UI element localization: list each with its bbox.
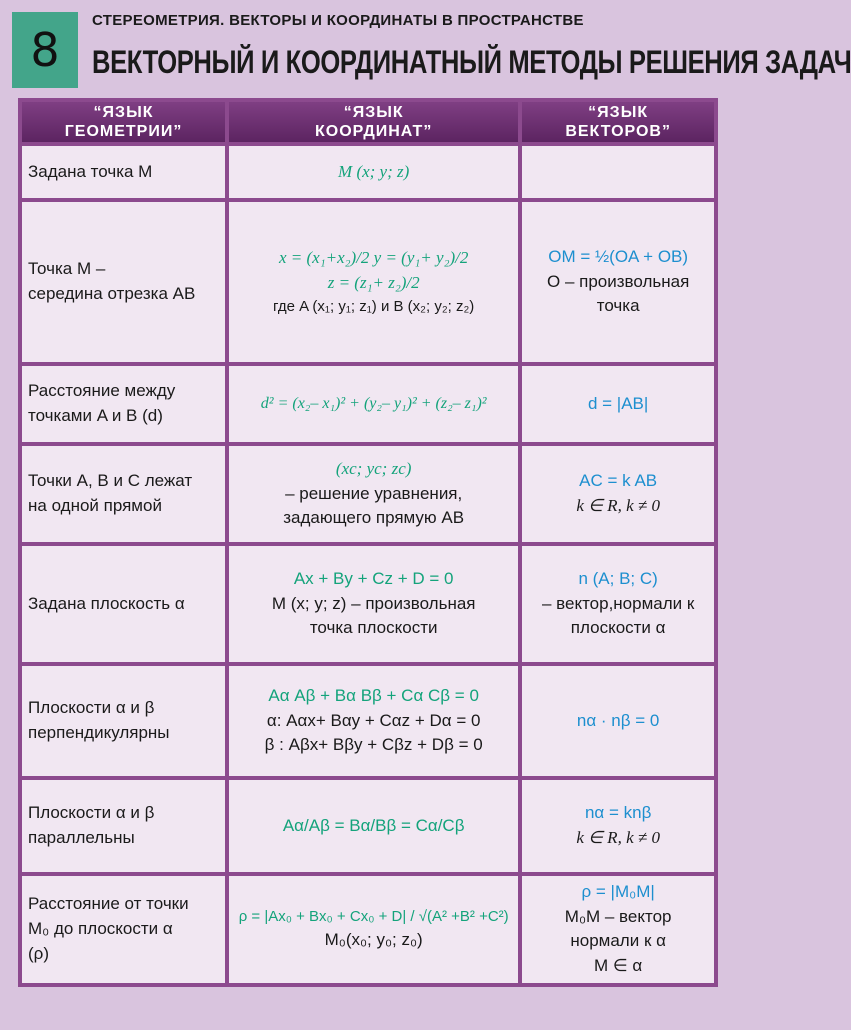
cell-line: задающего прямую AB bbox=[283, 508, 465, 528]
formula: k ∈ R, k ≠ 0 bbox=[576, 828, 660, 847]
formula: AC = k AB bbox=[579, 471, 658, 491]
formula: OM = ½(OA + OB) bbox=[548, 247, 689, 267]
table-header-row bbox=[22, 102, 714, 142]
section-number-badge: 8 bbox=[12, 12, 78, 88]
vectors-cell bbox=[522, 876, 714, 983]
formula: Ax + By + Cz + D = 0 bbox=[293, 569, 454, 589]
cell-line: точка bbox=[596, 296, 640, 316]
vectors-cell bbox=[522, 546, 714, 662]
cell-line: M₀ до плоскости α bbox=[28, 918, 173, 938]
formula: M₀(x₀; y₀; z₀) bbox=[324, 929, 423, 949]
column-header-geometry: “ЯЗЫК ГЕОМЕТРИИ” bbox=[22, 102, 225, 142]
formula: β : Aβx+ Bβy + Cβz + Dβ = 0 bbox=[264, 735, 483, 755]
cell-line: параллельны bbox=[28, 828, 135, 847]
cell-line: Точки A, B и C лежат bbox=[28, 471, 193, 491]
cell-line: точка плоскости bbox=[309, 618, 438, 638]
cell-line: (ρ) bbox=[28, 943, 49, 963]
cell-line: Расстояние от точки bbox=[28, 894, 189, 914]
table-row bbox=[22, 666, 714, 776]
coordinates-cell bbox=[229, 780, 518, 872]
formula: x = (x₁+x₂)/2 y = (y₁+ y₂)/2 bbox=[278, 248, 469, 268]
cell-line: где A (x₁; y₁; z₁) и B (x₂; y₂; z₂) bbox=[273, 297, 475, 315]
geometry-cell bbox=[22, 546, 225, 662]
table-row bbox=[22, 780, 714, 872]
geometry-cell bbox=[22, 146, 225, 198]
vectors-cell bbox=[522, 666, 714, 776]
formula: z = (z₁+ z₂)/2 bbox=[327, 273, 420, 293]
coordinates-cell bbox=[229, 366, 518, 442]
geometry-cell bbox=[22, 202, 225, 362]
formula: d² = (x₂– x₁)² + (y₂– y₁)² + (z₂– z₁)² bbox=[260, 395, 487, 413]
table-row bbox=[22, 446, 714, 542]
vectors-cell bbox=[522, 780, 714, 872]
column-header-coordinates: “ЯЗЫК КООРДИНАТ” bbox=[229, 102, 518, 142]
formula: M ∈ α bbox=[594, 955, 643, 975]
methods-table bbox=[18, 98, 718, 987]
coordinates-cell bbox=[229, 666, 518, 776]
formula: ρ = |Ax₀ + Bx₀ + Cx₀ + D| / √(A² +B² +C²) bbox=[238, 908, 509, 926]
coordinates-cell bbox=[229, 146, 518, 198]
geometry-cell bbox=[22, 666, 225, 776]
cell-line: M₀M – вектор bbox=[564, 906, 672, 926]
cell-line: перпендикулярны bbox=[28, 723, 170, 742]
cell-line: точками A и B (d) bbox=[28, 406, 163, 425]
cell-line: плоскости α bbox=[570, 618, 666, 638]
table-row bbox=[22, 146, 714, 198]
cell-line: Точка M – bbox=[28, 259, 106, 279]
formula: M (x; y; z) bbox=[338, 161, 410, 181]
geometry-cell bbox=[22, 446, 225, 542]
table-row bbox=[22, 202, 714, 362]
vectors-cell bbox=[522, 202, 714, 362]
column-header-vectors: “ЯЗЫК ВЕКТОРОВ” bbox=[522, 102, 714, 142]
cell-line: – вектор,нормали к bbox=[541, 593, 695, 613]
formula: (xc; yc; zc) bbox=[335, 459, 412, 479]
cell-line: Плоскости α и β bbox=[28, 803, 155, 823]
formula: ρ = |M₀M| bbox=[581, 882, 655, 901]
geometry-cell bbox=[22, 366, 225, 442]
coordinates-cell bbox=[229, 546, 518, 662]
geometry-cell bbox=[22, 876, 225, 983]
formula: α: Aαx+ Bαy + Cαz + Dα = 0 bbox=[266, 710, 481, 730]
formula: nα = knβ bbox=[584, 803, 652, 823]
formula: k ∈ R, k ≠ 0 bbox=[576, 496, 660, 515]
formula: Aα Aβ + Bα Bβ + Cα Cβ = 0 bbox=[268, 686, 479, 706]
vectors-cell bbox=[522, 146, 714, 198]
geometry-cell bbox=[22, 780, 225, 872]
cell-line: Задана точка M bbox=[28, 161, 153, 181]
formula: nα · nβ = 0 bbox=[576, 710, 660, 730]
table-row bbox=[22, 546, 714, 662]
cell-line: Задана плоскость α bbox=[28, 593, 185, 613]
table-row bbox=[22, 366, 714, 442]
formula: n (A; B; C) bbox=[578, 569, 658, 589]
coordinates-cell bbox=[229, 202, 518, 362]
cell-line: нормали к α bbox=[570, 931, 666, 951]
cell-line: середина отрезка AB bbox=[28, 284, 196, 303]
coordinates-cell bbox=[229, 446, 518, 542]
page-subtitle: СТЕРЕОМЕТРИЯ. ВЕКТОРЫ И КООРДИНАТЫ В ПРОСТРАНСТВЕ bbox=[92, 12, 584, 29]
cell-line: Расстояние между bbox=[28, 381, 176, 401]
formula: d = |AB| bbox=[587, 393, 649, 413]
table-row bbox=[22, 876, 714, 983]
vectors-cell bbox=[522, 366, 714, 442]
cell-line: – решение уравнения, bbox=[285, 483, 463, 503]
cell-line: O – произвольная bbox=[547, 271, 690, 291]
formula: Aα/Aβ = Bα/Bβ = Cα/Cβ bbox=[282, 815, 465, 835]
cell-line: Плоскости α и β bbox=[28, 698, 155, 718]
vectors-cell bbox=[522, 446, 714, 542]
cell-line: на одной прямой bbox=[28, 496, 162, 515]
cell-line: M (x; y; z) – произвольная bbox=[271, 593, 476, 613]
page-title: ВЕКТОРНЫЙ И КООРДИНАТНЫЙ МЕТОДЫ РЕШЕНИЯ ЗАДАЧ bbox=[92, 44, 851, 80]
coordinates-cell bbox=[229, 876, 518, 983]
